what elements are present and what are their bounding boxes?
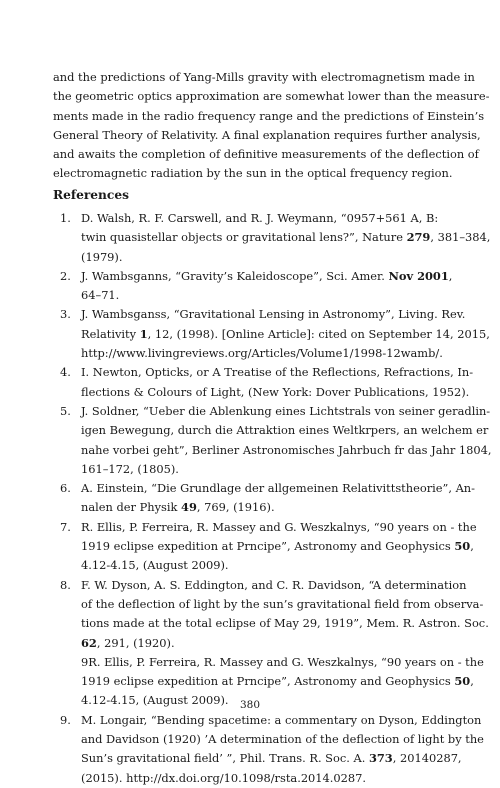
reference-line: 161–172, (1805). — [81, 461, 179, 476]
reference-number: 7. — [60, 519, 71, 534]
reference-line: 9R. Ellis, P. Ferreira, R. Massey and G. Weszkalnys, “90 years on - the — [81, 654, 484, 669]
volume-number: 279 — [406, 230, 431, 245]
reference-line: Sun’s gravitational field’ ”, Phil. Trans. R. Soc. A. 373, 20140287, — [81, 751, 462, 766]
reference-item — [53, 479, 475, 518]
reference-item — [53, 267, 453, 306]
volume-number: 1 — [139, 326, 148, 341]
paragraph-line: and awaits the completion of definitive measurements of the deflection of — [53, 147, 479, 162]
reference-line: 1919 eclipse expedition at Prncipe”, Astronomy and Geophysics 50, — [81, 539, 474, 554]
paragraph-line: and the predictions of Yang-Mills gravity with electromagnetism made in — [53, 70, 475, 84]
page-number: 380 — [239, 699, 261, 711]
reference-number: 8. — [60, 577, 71, 592]
reference-item — [53, 363, 474, 402]
reference-line: A. Einstein, “Die Grundlage der allgemeinen Relativittstheorie”, An- — [81, 481, 475, 496]
reference-line: D. Walsh, R. F. Carswell, and R. J. Weymann, “0957+561 A, B: — [81, 211, 439, 225]
volume-number: 49 — [181, 500, 197, 515]
reference-line: 64–71. — [81, 288, 120, 303]
reference-line: igen Bewegung, durch die Attraktion eines Weltkrpers, an welchem er — [81, 423, 489, 438]
reference-line: J. Wambsganns, “Gravity’s Kaleidoscope”, Sci. Amer. Nov 2001, — [81, 268, 453, 283]
reference-line: I. Newton, Opticks, or A Treatise of the Reflections, Refractions, In- — [81, 365, 474, 380]
reference-number: 2. — [60, 268, 71, 283]
reference-number: 1. — [60, 211, 71, 225]
reference-item — [53, 518, 477, 576]
reference-line: R. Ellis, P. Ferreira, R. Massey and G. Weszkalnys, “90 years on - the — [81, 519, 477, 534]
reference-item — [53, 305, 490, 363]
reference-number: 5. — [60, 403, 71, 418]
reference-line: twin quasistellar objects or gravitational lens?”, Nature 279, 381–384, — [81, 230, 491, 245]
reference-line: J. Wambsganss, “Gravitational Lensing in Astronomy”, Living. Rev. — [81, 307, 466, 322]
reference-line: tions made at the total eclipse of May 29, 1919”, Mem. R. Astron. Soc. — [81, 616, 489, 631]
reference-line: Relativity 1, 12, (1998). [Online Article]: cited on September 14, 2015, — [81, 326, 490, 341]
reference-item — [53, 711, 484, 788]
volume-number: 50 — [454, 674, 471, 689]
reference-item — [53, 576, 489, 711]
reference-number: 4. — [60, 365, 71, 380]
paragraph-line: electromagnetic radiation by the sun in the optical frequency region. — [53, 166, 453, 181]
reference-line: and Davidson (1920) ’A determination of the deflection of light by the — [81, 732, 484, 747]
reference-line: nalen der Physik 49, 769, (1916). — [81, 500, 275, 515]
paragraph-line: the geometric optics approximation are somewhat lower than the measure- — [53, 89, 490, 104]
reference-line: nahe vorbei geht”, Berliner Astronomisches Jahrbuch fr das Jahr 1804, — [81, 442, 492, 457]
volume-number: 50 — [454, 539, 471, 554]
volume-number: Nov 2001 — [388, 268, 449, 283]
reference-line: 1919 eclipse expedition at Prncipe”, Astronomy and Geophysics 50, — [81, 674, 474, 689]
reference-line: flections & Colours of Light, (New York: Dover Publications, 1952). — [81, 384, 470, 399]
reference-line: 4.12-4.15, (August 2009). — [81, 693, 229, 708]
reference-line: F. W. Dyson, A. S. Eddington, and C. R. Davidson, “A determination — [81, 577, 467, 592]
reference-item — [53, 209, 491, 267]
reference-line: of the deflection of light by the sun’s gravitational field from observa- — [81, 596, 484, 611]
paragraph-line: General Theory of Relativity. A final explanation requires further analysis, — [53, 127, 481, 142]
reference-line: (1979). — [81, 249, 123, 264]
reference-line: M. Longair, “Bending spacetime: a commentary on Dyson, Eddington — [81, 712, 482, 727]
reference-number: 9. — [60, 712, 71, 727]
paragraph-line: ments made in the radio frequency range and the predictions of Einstein’s — [53, 108, 485, 123]
references-heading: References — [53, 188, 129, 202]
reference-line: http://www.livingreviews.org/Articles/Volume1/1998-12wamb/. — [81, 346, 443, 361]
reference-line: 62, 291, (1920). — [81, 635, 175, 650]
reference-line: J. Soldner, “Ueber die Ablenkung eines Lichtstrals von seiner geradlin- — [81, 403, 491, 418]
volume-number: 62 — [81, 635, 97, 650]
reference-number: 3. — [60, 307, 71, 322]
volume-number: 373 — [368, 751, 393, 766]
reference-line: (2015). http://dx.doi.org/10.1098/rsta.2014.0287. — [81, 770, 367, 785]
reference-line: 4.12-4.15, (August 2009). — [81, 558, 229, 573]
reference-item — [53, 402, 492, 479]
body-paragraph — [53, 68, 490, 184]
reference-number: 6. — [60, 481, 71, 496]
